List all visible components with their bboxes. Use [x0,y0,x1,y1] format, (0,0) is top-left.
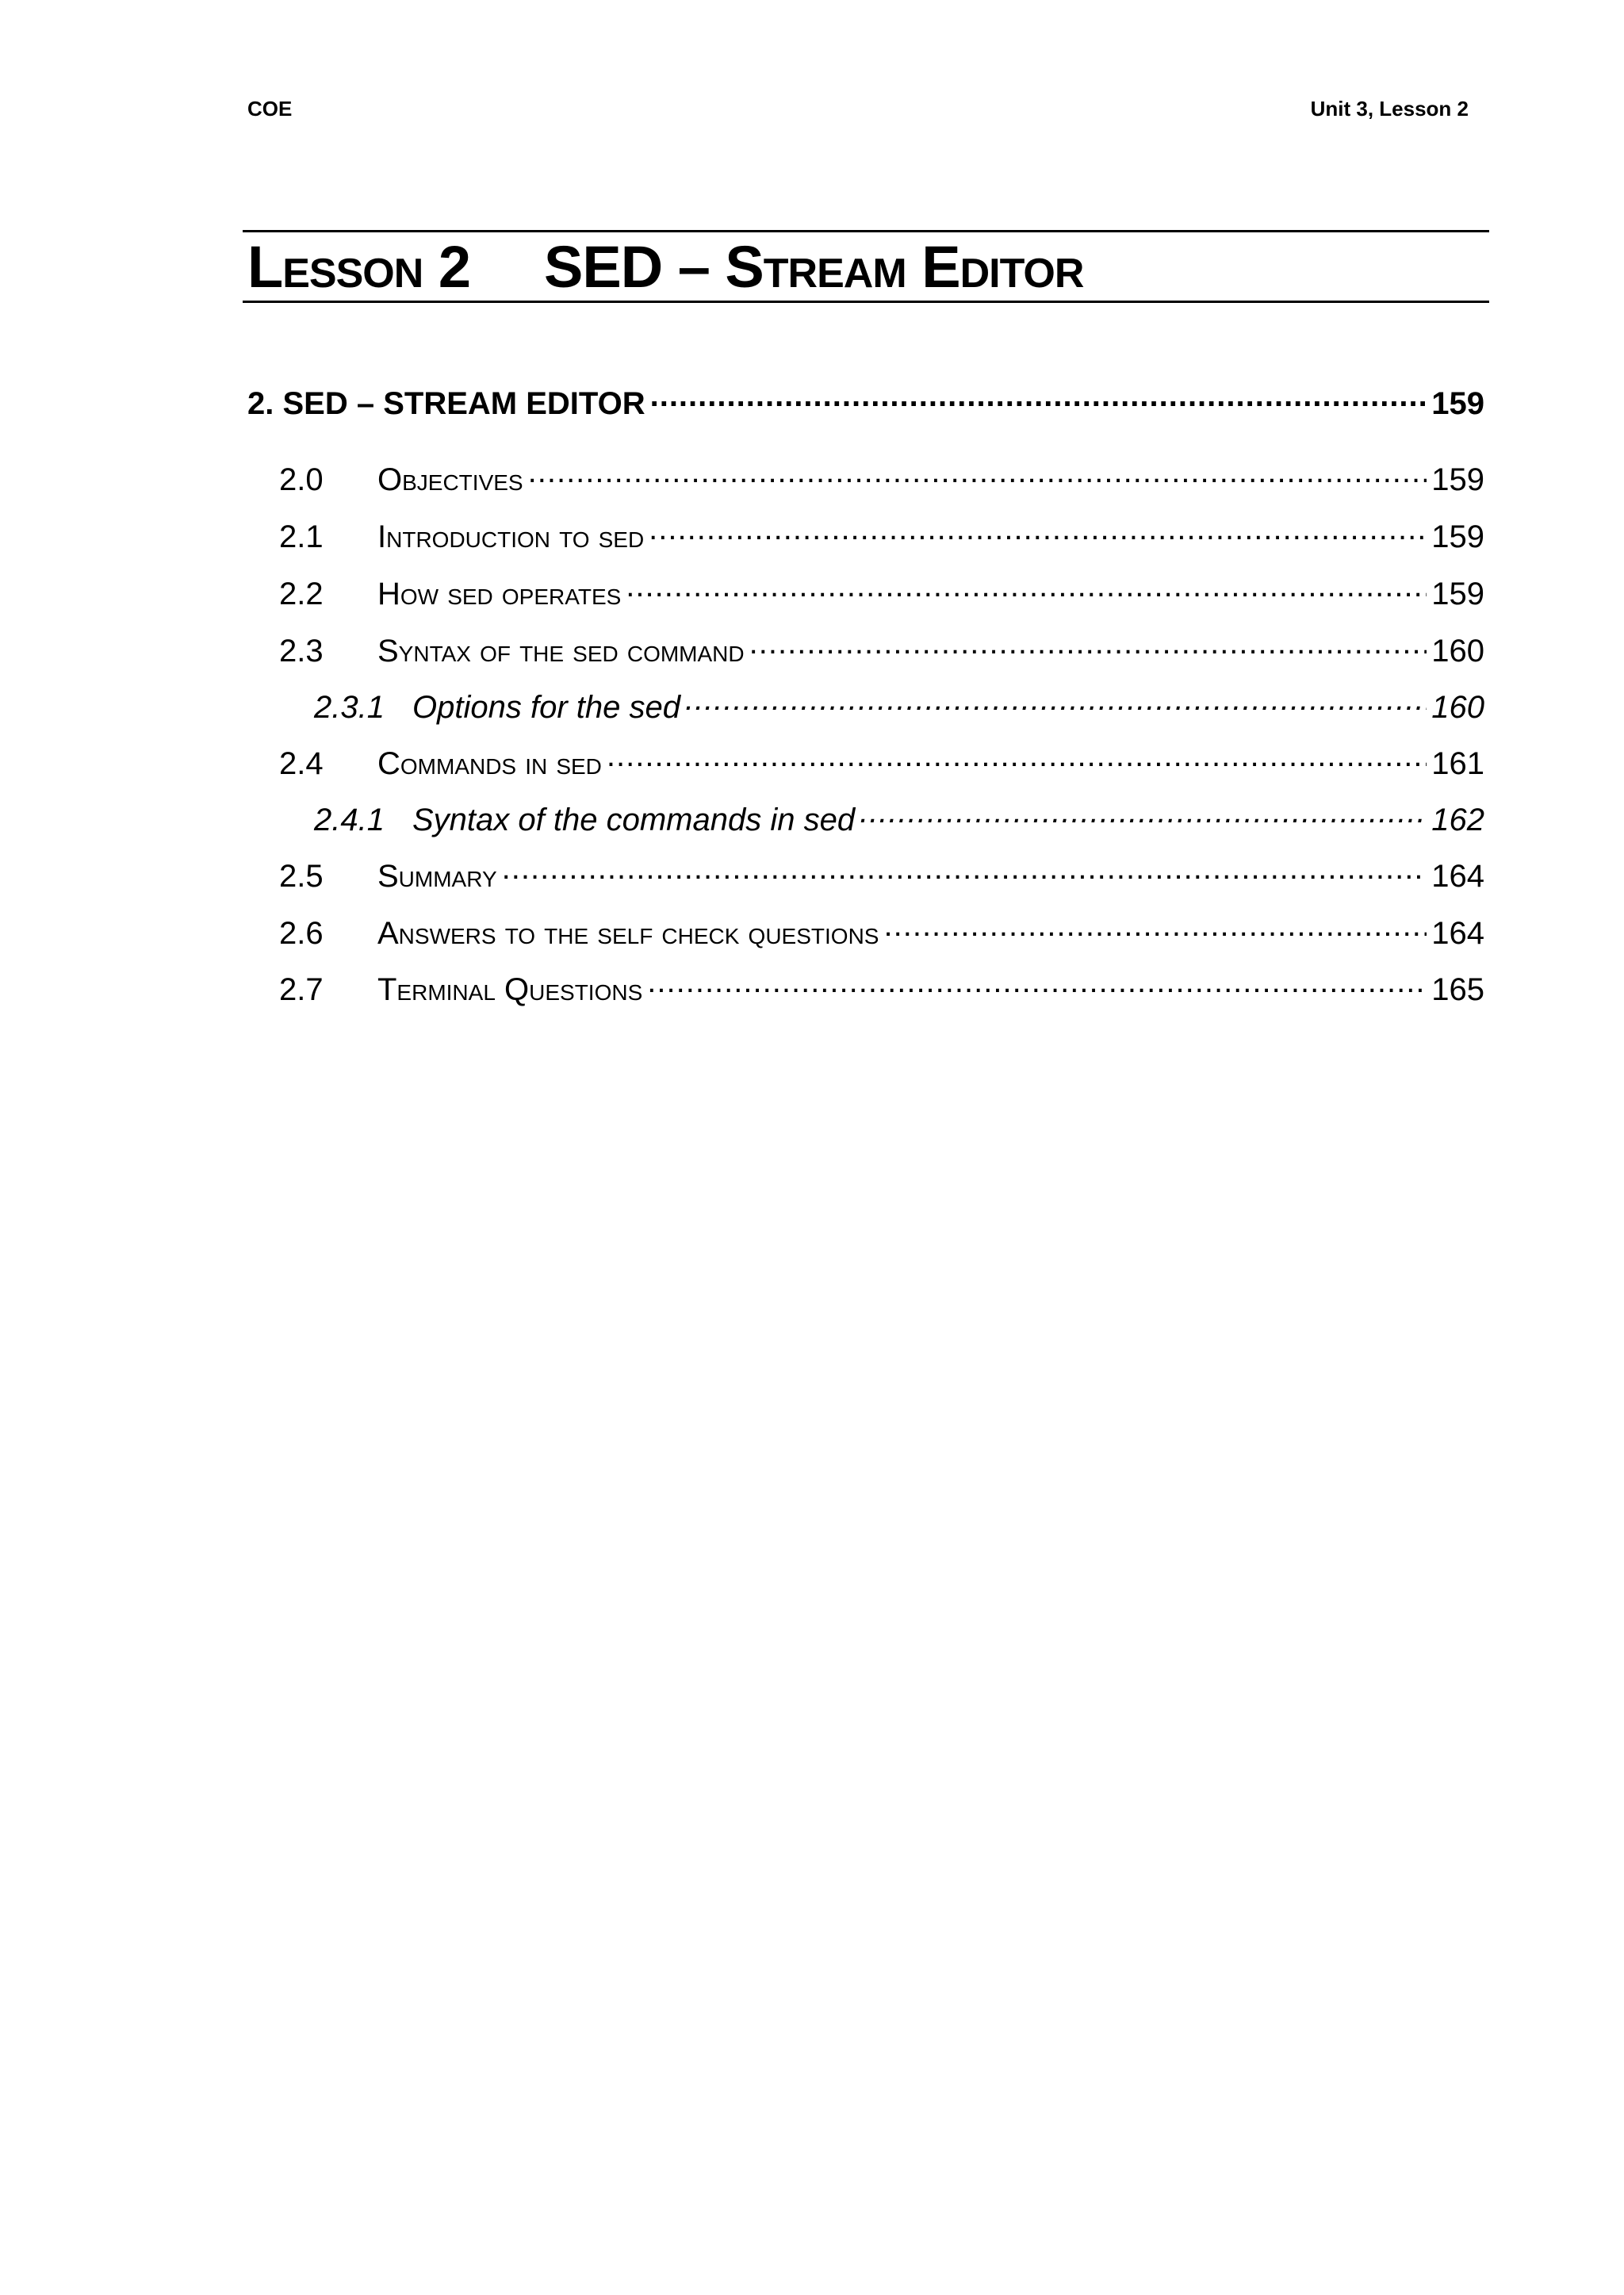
toc-dot-leader [502,855,1427,887]
toc-entry-commands[interactable] [247,742,1484,782]
toc-entry-title: Introduction to sed [377,519,645,554]
toc-entry-options[interactable] [247,686,1484,726]
toc-entry-number: 2. [247,386,274,421]
toc-entry-number: 2.1 [279,519,324,554]
toc-entry-number: 2.4.1 [314,803,385,837]
toc-dot-leader [649,515,1427,547]
toc-entry-title: Syntax of the sed command [377,634,745,669]
toc-dot-leader [883,912,1427,944]
toc-entry-number: 2.2 [279,577,324,611]
toc-entry-page: 165 [1431,972,1484,1007]
toc-dot-leader [685,686,1427,718]
toc-entry-title: Commands in sed [377,746,602,781]
lesson-subject: SED – Stream Editor [544,234,1084,300]
toc-entry-number: 2.5 [279,859,324,894]
toc-dot-leader [650,382,1427,414]
toc-entry-title: Syntax of the commands in sed [412,803,856,837]
lesson-number: Lesson 2 [247,234,470,300]
toc-entry-title: Objectives [377,462,523,497]
toc-entry-page: 162 [1431,803,1484,837]
toc-entry-page: 159 [1431,577,1484,611]
toc-entry-page: 164 [1431,916,1484,951]
toc-entry-number: 2.0 [279,462,324,497]
toc-entry-number: 2.4 [279,746,324,781]
toc-dot-leader [647,968,1427,1000]
running-header [247,97,1469,128]
toc-entry-commands-syntax[interactable] [247,799,1484,838]
lesson-title-block [243,230,1489,303]
toc-entry-number: 2.7 [279,972,324,1007]
toc-entry-syntax[interactable] [247,630,1484,669]
header-left-text: COE [247,97,293,121]
toc-entry-title: Summary [377,859,497,894]
toc-entry-page: 160 [1431,690,1484,725]
toc-entry-objectives[interactable] [247,458,1484,498]
header-right-text: Unit 3, Lesson 2 [1310,97,1469,121]
toc-dot-leader [749,630,1427,661]
toc-entry-introduction[interactable] [247,515,1484,555]
toc-entry-page: 159 [1431,462,1484,497]
toc-dot-leader [860,799,1427,830]
toc-entry-page: 161 [1431,746,1484,781]
toc-entry-page: 159 [1431,519,1484,554]
toc-dot-leader [626,573,1427,604]
toc-entry-answers[interactable] [247,912,1484,952]
toc-entry-title: Answers to the self check questions [377,916,879,951]
toc-dot-leader [607,742,1427,774]
toc-entry-number: 2.3.1 [314,690,385,725]
toc-dot-leader [528,458,1427,490]
toc-entry-summary[interactable] [247,855,1484,895]
toc-entry-title: Options for the sed [412,690,680,725]
toc-entry-number: 2.6 [279,916,324,951]
toc-entry-title: Terminal Questions [377,972,643,1007]
toc-entry-how-sed-operates[interactable] [247,573,1484,612]
toc-entry-title: SED – STREAM EDITOR [282,386,645,421]
toc-entry-page: 164 [1431,859,1484,894]
toc-entry-page: 160 [1431,634,1484,669]
toc-entry-terminal-questions[interactable] [247,968,1484,1008]
toc-entry-chapter[interactable] [247,382,1484,422]
toc-entry-title: How sed operates [377,577,622,611]
toc-entry-number: 2.3 [279,634,324,669]
toc-entry-page: 159 [1431,386,1484,421]
